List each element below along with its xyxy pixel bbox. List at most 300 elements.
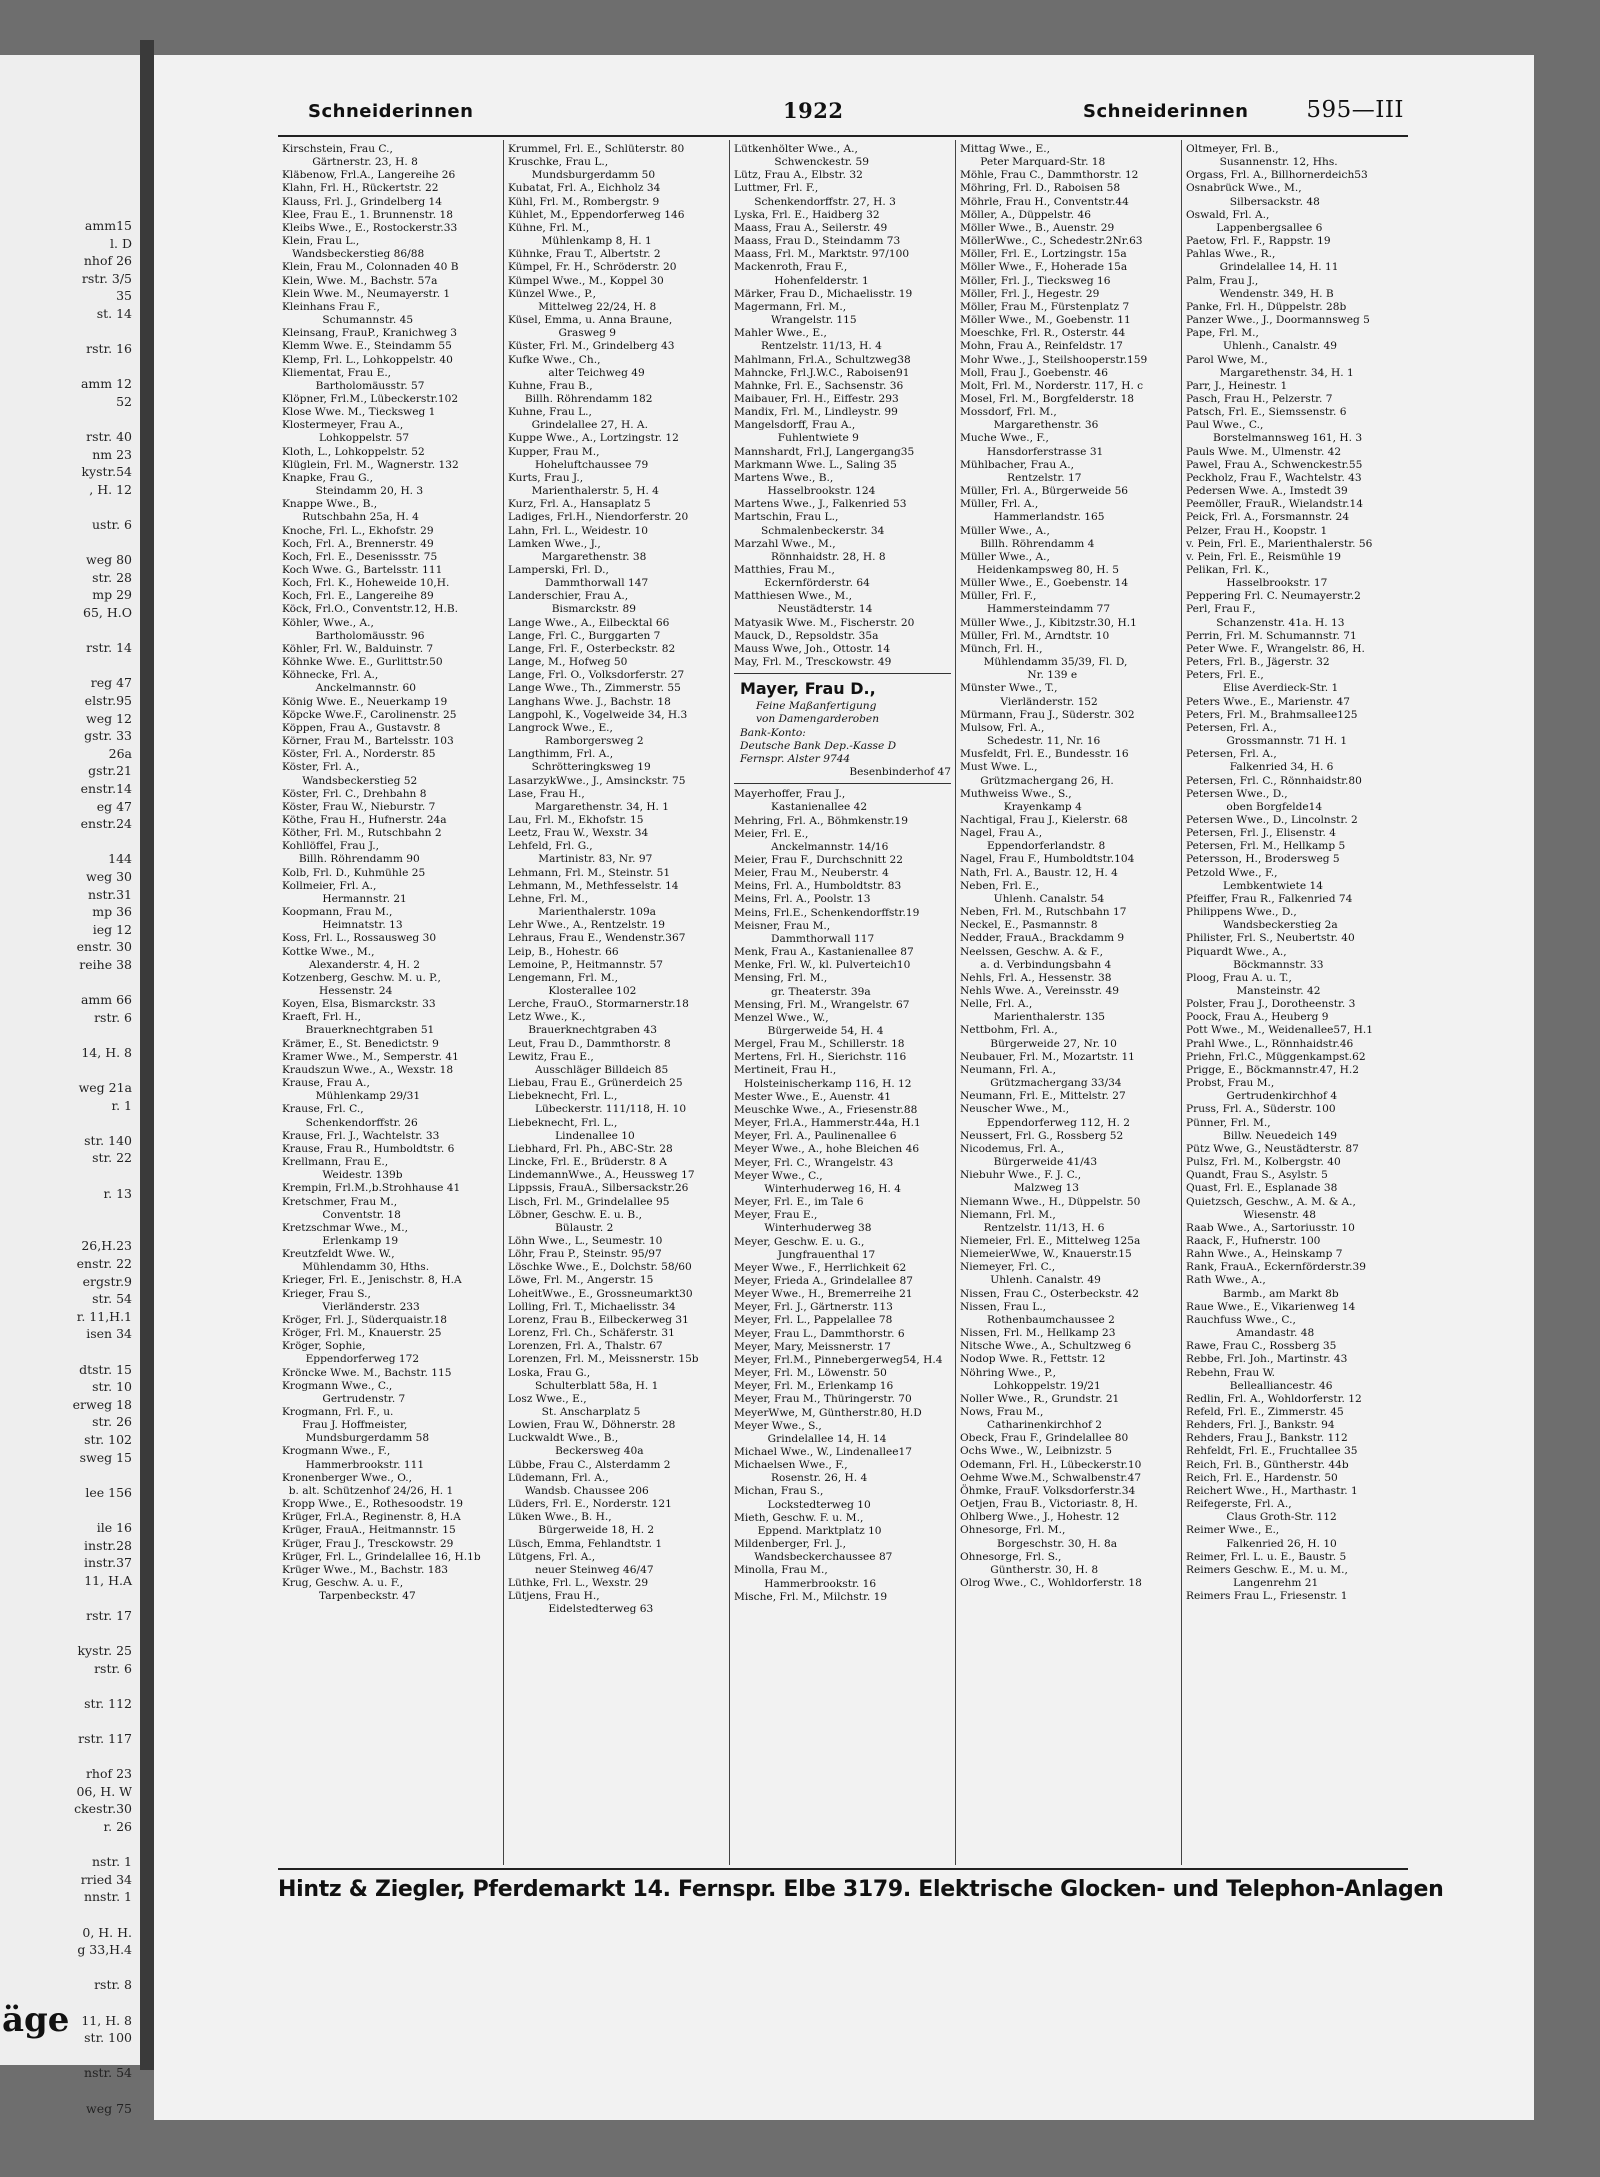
directory-entry-line: Moll, Frau J., Goebenstr. 46 <box>960 366 1108 379</box>
previous-page-line <box>0 622 140 640</box>
directory-entry-line: Lorenzen, Frl. A., Thalstr. 67 <box>508 1340 663 1353</box>
directory-entry-line: NiemeierWwe, W., Knauerstr.15 <box>960 1248 1132 1261</box>
directory-entry-line: Eppendorferweg 112, H. 2 <box>960 1116 1130 1129</box>
directory-entry-line: Matthiesen Wwe., M., <box>734 590 852 603</box>
directory-entry-line: Schulterblatt 58a, H. 1 <box>508 1379 659 1392</box>
directory-entry-line: Alexanderstr. 4, H. 2 <box>282 958 420 971</box>
header-year: 1922 <box>783 98 844 123</box>
directory-entry-line: Reifegerste, Frl. A., <box>1186 1498 1292 1511</box>
directory-entry-line: Meyer, Frl. M., Löwenstr. 50 <box>734 1367 887 1380</box>
directory-entry-line: Menke, Frl. W., kl. Pulverteich10 <box>734 959 911 972</box>
directory-entry-line: Panke, Frl. H., Düppelstr. 28b <box>1186 300 1347 313</box>
directory-entry-line: Lewitz, Frau E., <box>508 1050 594 1063</box>
directory-entry-line: Rothenbaumchaussee 2 <box>960 1313 1115 1326</box>
directory-entry-line: Pauls Wwe. M., Ulmenstr. 42 <box>1186 445 1342 458</box>
directory-entry-line: Wrangelstr. 115 <box>734 314 857 327</box>
previous-page-line <box>0 1026 140 1044</box>
directory-entry-line: Kläbenow, Frl.A., Langereihe 26 <box>282 169 456 182</box>
directory-entry-line: Mittelweg 22/24, H. 8 <box>508 300 657 313</box>
previous-page-line <box>0 1343 140 1361</box>
directory-entry-line: Rönnhaidstr. 28, H. 8 <box>734 550 886 563</box>
directory-entry-line: Möller, Frl. J., Tiecksweg 16 <box>960 274 1111 287</box>
directory-entry-line: Knappe Wwe., B., <box>282 498 378 511</box>
previous-page-line: enstr. 30 <box>76 939 132 955</box>
directory-entry-line: Rehfeldt, Frl. E., Fruchtallee 35 <box>1186 1445 1358 1458</box>
previous-page-line: nstr. 1 <box>92 1854 132 1870</box>
directory-entry-line: Meier, Frl. E., <box>734 827 809 840</box>
previous-page-line: 11, H.A <box>84 1572 132 1588</box>
directory-entry-line: Reimer Wwe., E., <box>1186 1524 1280 1537</box>
directory-entry-line: Michaelsen Wwe., F., <box>734 1459 848 1472</box>
directory-entry-line: Pasch, Frau H., Pelzerstr. 7 <box>1186 392 1333 405</box>
directory-entry-line: Bartholomäusstr. 96 <box>282 629 425 642</box>
directory-entry-line: Amandastr. 48 <box>1186 1327 1315 1340</box>
directory-entry-line: Panzer Wwe., J., Doormannsweg 5 <box>1186 314 1370 327</box>
previous-page-line <box>0 499 140 517</box>
directory-entry-line: Gertrudenstr. 7 <box>282 1392 406 1405</box>
previous-page-line <box>0 411 140 429</box>
directory-entry-line: Lüders, Frl. E., Norderstr. 121 <box>508 1498 672 1511</box>
directory-entry-line: Meins, Frl. A., Humboldtstr. 83 <box>734 880 902 893</box>
directory-entry-line: Kuhne, Frau L., <box>508 406 592 419</box>
previous-page-line: ieg 12 <box>92 921 132 937</box>
previous-page-line: rhof 23 <box>85 1766 132 1782</box>
directory-entry-line: Lehfeld, Frl. G., <box>508 840 593 853</box>
directory-entry-line: Lange, Frl. O., Volksdorferstr. 27 <box>508 669 685 682</box>
page-number: 595—III <box>1306 97 1404 123</box>
directory-entry-line: Rauchfuss Wwe., C., <box>1186 1313 1296 1326</box>
directory-entry-line: Martschin, Frau L., <box>734 511 839 524</box>
directory-entry-line: Meyer, Frl. J., Gärtnerstr. 113 <box>734 1301 893 1314</box>
directory-entry-line: Meyer, Frl. C., Wrangelstr. 43 <box>734 1156 894 1169</box>
directory-entry-line: Neben, Frl. M., Rutschbahn 17 <box>960 906 1127 919</box>
directory-entry-line: Koopmann, Frau M., <box>282 906 393 919</box>
directory-entry-line: Raab Wwe., A., Sartoriusstr. 10 <box>1186 1221 1355 1234</box>
directory-entry-line: Petersen, Frl. A., <box>1186 721 1277 734</box>
directory-entry-line: Liebau, Frau E., Grünerdeich 25 <box>508 1077 683 1090</box>
directory-entry-line: Bürgerweide 18, H. 2 <box>508 1524 655 1537</box>
directory-entry-line: Petersen Wwe., D., <box>1186 787 1288 800</box>
previous-page-line <box>0 1906 140 1924</box>
directory-entry-line: Klostermeyer, Frau A., <box>282 419 404 432</box>
directory-entry-line: Rath Wwe., A., <box>1186 1274 1266 1287</box>
directory-entry-line: Künzel Wwe., P., <box>508 287 596 300</box>
directory-entry-line: Köpcke Wwe.F., Carolinenstr. 25 <box>282 708 457 721</box>
directory-entry-line: Meier, Frau F., Durchschnitt 22 <box>734 853 904 866</box>
directory-entry-line: Mühlenkamp 8, H. 1 <box>508 235 652 248</box>
directory-entry-line: Lorenzen, Frl. M., Meissnerstr. 15b <box>508 1353 699 1366</box>
directory-entry-line: Lorenz, Frl. Ch., Schäferstr. 31 <box>508 1327 675 1340</box>
directory-entry-line: Lüken Wwe., B. H., <box>508 1511 612 1524</box>
previous-page-line <box>0 1466 140 1484</box>
directory-entry-line: Kottke Wwe., M., <box>282 945 375 958</box>
directory-entry-line: Lolling, Frl. T., Michaelisstr. 34 <box>508 1300 676 1313</box>
previous-page-line: str. 28 <box>92 569 132 585</box>
header-right-title: Schneiderinnen <box>1083 101 1249 122</box>
directory-entry-line: Löwe, Frl. M., Angerstr. 15 <box>508 1274 654 1287</box>
directory-entry-line: Luttmer, Frl. F., <box>734 182 819 195</box>
directory-entry-line: Lehr Wwe., A., Rentzelstr. 19 <box>508 919 666 932</box>
directory-entry-line: Mehring, Frl. A., Böhmkenstr.19 <box>734 814 909 827</box>
directory-entry-line: Petersen, Frl. J., Elisenstr. 4 <box>1186 827 1336 840</box>
directory-entry-line: Meyer, Frl.M., Pinnebergerweg54, H.4 <box>734 1353 943 1366</box>
directory-entry-line: Lorenz, Frau B., Eilbeckerweg 31 <box>508 1313 689 1326</box>
directory-entry-line: oben Borgfelde14 <box>1186 800 1323 813</box>
book-gutter <box>140 40 154 2070</box>
previous-page-line: rstr. 3/5 <box>81 270 132 286</box>
directory-entry-line: Rentzelstr. 17 <box>960 471 1082 484</box>
directory-entry-line: Böckmannstr. 33 <box>1186 958 1324 971</box>
directory-entry-line: Borgeschstr. 30, H. 8a <box>960 1537 1118 1550</box>
directory-entry-line: Klemm Wwe. E., Steindamm 55 <box>282 340 452 353</box>
directory-entry-line: Meyer, Frieda A., Grindelallee 87 <box>734 1274 913 1287</box>
directory-entry-line: Krogmann Wwe., C., <box>282 1379 393 1392</box>
directory-entry-line: Köster, Frl. A., <box>282 761 360 774</box>
directory-entry-line: Meyer, Frau M., Thüringerstr. 70 <box>734 1393 912 1406</box>
directory-entry-line: Kloth, L., Lohkoppelstr. 52 <box>282 445 425 458</box>
directory-entry-line: Muche Wwe., F., <box>960 432 1049 445</box>
directory-entry-line: Pedersen Wwe. A., Imstedt 39 <box>1186 485 1348 498</box>
directory-entry-line: Niemann, Frl. M., <box>960 1208 1056 1221</box>
directory-entry-line: Martens Wwe., B., <box>734 471 834 484</box>
previous-page-line: dtstr. 15 <box>79 1361 132 1377</box>
directory-entry-line: Bürgerweide 54, H. 4 <box>734 1025 884 1037</box>
directory-entry-line: Dammthorwall 147 <box>508 577 649 590</box>
directory-entry-line: Nachtigal, Frau J., Kielerstr. 68 <box>960 813 1128 826</box>
directory-entry-line: Klauss, Frl. J., Grindelberg 14 <box>282 195 443 208</box>
directory-entry-line: Reimers Frau L., Friesenstr. 1 <box>1186 1590 1348 1603</box>
directory-entry-line: Winterhuderweg 16, H. 4 <box>734 1182 901 1195</box>
directory-entry-line: Dammthorwall 117 <box>734 932 875 945</box>
directory-entry-line: Kupper, Frau M., <box>508 445 600 458</box>
previous-page-line: 0, H. H. <box>82 1924 132 1940</box>
directory-entry-line: Quast, Frl. E., Esplanade 38 <box>1186 1182 1338 1195</box>
directory-entry-line: Meins, Frl.E., Schenkendorffstr.19 <box>734 906 920 919</box>
directory-entry-line: Niemeier, Frl. E., Mittelweg 125a <box>960 1234 1141 1247</box>
directory-entry-line: Krüger, Frau J., Tresckowstr. 29 <box>282 1537 454 1550</box>
previous-page-line: weg 30 <box>86 868 132 884</box>
directory-entry-line: Rahn Wwe., A., Heinskamp 7 <box>1186 1248 1343 1261</box>
directory-entry-line: Peemöller, FrauR., Wielandstr.14 <box>1186 498 1364 511</box>
directory-entry-line: Markmann Wwe. L., Saling 35 <box>734 458 897 471</box>
directory-entry-line: Krieger, Frau S., <box>282 1287 371 1300</box>
directory-entry-line: Gärtnerstr. 23, H. 8 <box>282 156 418 169</box>
directory-entry-line: Klein, Frau M., Colonnaden 40 B <box>282 261 459 274</box>
directory-entry-line: Klein, Wwe. M., Bachstr. 57a <box>282 274 438 287</box>
directory-entry-line: Koch, Frl. K., Hoheweide 10,H. <box>282 577 450 590</box>
header-left-title: Schneiderinnen <box>308 101 474 122</box>
directory-entry-line: Meyer, Frl.A., Hammerstr.44a, H.1 <box>734 1117 921 1130</box>
directory-entry-line: Lange, M., Hofweg 50 <box>508 656 628 669</box>
directory-entry-line: Schmalenbeckerstr. 34 <box>734 524 885 537</box>
directory-entry-line: Kümpel Wwe., M., Koppel 30 <box>508 274 664 287</box>
directory-entry-line: Nöhring Wwe., P., <box>960 1366 1056 1379</box>
advertisement-line: Deutsche Bank Dep.-Kasse D <box>740 739 897 752</box>
directory-entry-line: Wandsbeckerstieg 52 <box>282 774 418 787</box>
directory-entry-line: Köster, Frl. A., Norderstr. 85 <box>282 748 436 761</box>
directory-entry-line: Körner, Frau M., Bartelsstr. 103 <box>282 735 454 748</box>
previous-page-line: weg 12 <box>86 710 132 726</box>
directory-entry-line: Möller, Frl. J., Hegestr. 29 <box>960 287 1100 300</box>
directory-entry-line: Leut, Frau D., Dammthorstr. 8 <box>508 1037 671 1050</box>
directory-entry-line: Rebbe, Frl. Joh., Martinstr. 43 <box>1186 1353 1348 1366</box>
previous-page-line: g 33,H.4 <box>77 1942 132 1958</box>
directory-entry-line: Mackenroth, Frau F., <box>734 261 848 274</box>
directory-entry-line: Lippssis, FrauA., Silbersackstr.26 <box>508 1182 689 1195</box>
directory-entry-line: Langrock Wwe., E., <box>508 721 613 734</box>
directory-entry-line: Fuhlentwiete 9 <box>734 432 859 445</box>
directory-entry-line: Meyer Wwe., S., <box>734 1419 822 1432</box>
directory-entry-line: Mensing, Frl. M., Wrangelstr. 67 <box>734 998 910 1011</box>
directory-entry-line: Lamken Wwe., J., <box>508 537 601 550</box>
directory-entry-line: Kropp Wwe., E., Rothesoodstr. 19 <box>282 1498 463 1511</box>
directory-entry-line: Polster, Frau J., Dorotheenstr. 3 <box>1186 998 1356 1011</box>
directory-entry-line: Heidenkampsweg 80, H. 5 <box>960 564 1120 576</box>
directory-entry-line: Pott Wwe., M., Weidenallee57, H.1 <box>1186 1024 1373 1037</box>
directory-entry-line: Losz Wwe., E., <box>508 1392 587 1405</box>
directory-entry-line: Nath, Frl. A., Baustr. 12, H. 4 <box>960 866 1118 879</box>
directory-entry-line: Mergel, Frau M., Schillerstr. 18 <box>734 1038 905 1051</box>
advertisement-line: Besenbinderhof 47 <box>849 766 951 779</box>
directory-entry-line: Mester Wwe., E., Auenstr. 41 <box>734 1090 892 1103</box>
directory-entry-line: Meyer, Frl. M., Erlenkamp 16 <box>734 1380 894 1393</box>
directory-entry-line: Eckernförderstr. 64 <box>734 577 870 590</box>
footer-advertisement: Hintz & Ziegler, Pferdemarkt 14. Fernspr. Elbe 3179. Elektrische Glocken- und Telephon-Anlagen <box>278 1868 1408 1910</box>
directory-entry-line: Koch Wwe. G., Bartelsstr. 111 <box>282 564 443 576</box>
directory-entry-line: Klüglein, Frl. M., Wagnerstr. 132 <box>282 458 459 471</box>
directory-entry-line: Müller Wwe., A., <box>960 524 1050 537</box>
directory-entry-line: Matyasik Wwe. M., Fischerstr. 20 <box>734 616 915 629</box>
directory-entry-line: Kronenberger Wwe., O., <box>282 1471 412 1484</box>
directory-entry-line: Krempin, Frl.M.,b.Strohhause 41 <box>282 1182 461 1195</box>
directory-entry-line: May, Frl. M., Tresckowstr. 49 <box>734 656 892 669</box>
directory-entry-line: Barmb., am Markt 8b <box>1186 1287 1339 1300</box>
directory-entry-line: Bismarckstr. 89 <box>508 603 636 616</box>
directory-entry-line: Quandt, Frau S., Asylstr. 5 <box>1186 1169 1328 1182</box>
directory-entry-line: Lütgens, Frl. A., <box>508 1550 596 1563</box>
directory-entry-line: Müller, Frl. F., <box>960 590 1037 603</box>
previous-page-line: ckestr.30 <box>74 1801 132 1817</box>
directory-entry-line: Neustädterstr. 14 <box>734 603 873 616</box>
directory-entry-line: Petersen, Frl. M., Hellkamp 5 <box>1186 840 1346 853</box>
directory-entry-line: Lüthke, Frl. L., Wexstr. 29 <box>508 1577 649 1590</box>
directory-entry-line: Meyer, Frl. E., im Tale 6 <box>734 1196 864 1209</box>
directory-entry-line: Bartholomäusstr. 57 <box>282 379 425 392</box>
directory-entry-line: Menzel Wwe., W., <box>734 1011 829 1024</box>
directory-entry-line: Rutschbahn 25a, H. 4 <box>282 511 419 524</box>
directory-entry-line: Schenkendorffstr. 26 <box>282 1116 418 1129</box>
directory-entry-line: Mahler Wwe., E., <box>734 327 827 340</box>
directory-entry-line: Kröger, Frl. M., Knauerstr. 25 <box>282 1327 442 1340</box>
directory-entry-line: Mauck, D., Repsoldstr. 35a <box>734 629 879 642</box>
directory-entry-line: Mossdorf, Frl. M., <box>960 406 1057 419</box>
previous-page-line: nhof 26 <box>83 253 132 269</box>
directory-entry-line: Neckel, E., Pasmannstr. 8 <box>960 919 1098 932</box>
directory-entry-line: Möller Wwe., F., Hoherade 15a <box>960 261 1128 274</box>
directory-entry-line: Müller Wwe., A., <box>960 550 1050 563</box>
directory-entry-line: Mahlmann, Frl.A., Schultzweg38 <box>734 353 911 366</box>
directory-entry-line: Paul Wwe., C., <box>1186 419 1264 432</box>
directory-entry-line: Mittag Wwe., E., <box>960 143 1051 155</box>
directory-entry-line: Köhnke Wwe. E., Gurlittstr.50 <box>282 656 443 669</box>
directory-entry-line: Raack, F., Hufnerstr. 100 <box>1186 1234 1321 1247</box>
directory-entry-line: Kleinsang, FrauP., Kranichweg 3 <box>282 327 457 340</box>
directory-entry-line: Möller, Frau M., Fürstenplatz 7 <box>960 300 1130 313</box>
previous-page-line: , H. 12 <box>89 481 132 497</box>
previous-page-line <box>0 1202 140 1220</box>
directory-entry-line: Niemann Wwe., H., Düppelstr. 50 <box>960 1195 1141 1208</box>
previous-page-line: rstr. 8 <box>94 1977 132 1993</box>
directory-entry-line: Müller Wwe., E., Goebenstr. 14 <box>960 577 1129 590</box>
directory-entry-line: Lehne, Frl. M., <box>508 892 589 905</box>
directory-entry-line: Kirschstein, Frau C., <box>282 143 393 155</box>
previous-page-line: ergstr.9 <box>82 1273 132 1289</box>
directory-entry-line: Krause, Frau R., Humboldtstr. 6 <box>282 1142 455 1155</box>
directory-entry-line: Möller, A., Düppelstr. 46 <box>960 208 1092 221</box>
previous-page-line: r. 1 <box>111 1097 132 1113</box>
directory-entry-line: Margarethenstr. 34, H. 1 <box>508 800 670 813</box>
directory-entry-line: Petersen Wwe., D., Lincolnstr. 2 <box>1186 813 1358 826</box>
directory-entry-line: neuer Steinweg 46/47 <box>508 1563 654 1576</box>
directory-entry-line: Oehme Wwe.M., Schwalbenstr.47 <box>960 1471 1142 1484</box>
directory-entry-line: Osnabrück Wwe., M., <box>1186 182 1302 195</box>
directory-entry-line: Küsel, Emma, u. Anna Braune, <box>508 314 673 327</box>
previous-page-line <box>0 323 140 341</box>
directory-entry-line: Brauerknechtgraben 43 <box>508 1024 657 1037</box>
directory-entry-line: LindemannWwe., A., Heussweg 17 <box>508 1169 695 1182</box>
directory-entry-line: Paetow, Frl. F., Rappstr. 19 <box>1186 235 1331 248</box>
directory-entry-line: Leip, B., Hohestr. 66 <box>508 945 619 958</box>
directory-entry-line: Matthies, Frau M., <box>734 564 835 576</box>
directory-entry-line: Susannenstr. 12, Hhs. <box>1186 156 1338 169</box>
directory-entry-line: Lehraus, Frau E., Wendenstr.367 <box>508 932 686 945</box>
previous-page-line: rstr. 6 <box>94 1009 132 1025</box>
directory-entry-line: Maibauer, Frl. H., Eiffestr. 293 <box>734 392 899 405</box>
directory-entry-line: Poock, Frau A., Heuberg 9 <box>1186 1011 1329 1024</box>
directory-entry-line: Nissen, Frl. M., Hellkamp 23 <box>960 1327 1116 1340</box>
directory-entry-line: Nitsche Wwe., A., Schultzweg 6 <box>960 1340 1132 1353</box>
directory-entry-line: Meyer, Geschw. E. u. G., <box>734 1235 865 1248</box>
previous-page-line: 26a <box>108 745 132 761</box>
directory-entry-line: Mieth, Geschw. F. u. M., <box>734 1511 864 1524</box>
directory-entry-line: Koch, Frl. E., Desenissstr. 75 <box>282 550 438 563</box>
previous-page-line: str. 10 <box>92 1379 132 1395</box>
directory-entry-line: a. d. Verbindungsbahn 4 <box>960 958 1112 971</box>
directory-entry-line: Lockstedterweg 10 <box>734 1498 871 1511</box>
previous-page-line: ile 16 <box>96 1519 132 1535</box>
directory-entry-line: Möller, Frl. E., Lortzingstr. 15a <box>960 248 1127 261</box>
directory-entry-line: Peters Wwe., E., Marienstr. 47 <box>1186 695 1350 708</box>
directory-entry-line: Uhlenh. Canalstr. 49 <box>960 1274 1101 1287</box>
previous-page-line: weg 21a <box>78 1080 132 1096</box>
directory-entry-line: Ohnesorge, Frl. S., <box>960 1550 1062 1563</box>
directory-entry-line: Schrötteringksweg 19 <box>508 761 651 774</box>
directory-entry-line: Bülaustr. 2 <box>508 1221 614 1234</box>
previous-page-line: l. D <box>110 235 132 251</box>
directory-entry-line: Patsch, Frl. E., Siemssenstr. 6 <box>1186 406 1347 419</box>
directory-entry-line: Krayenkamp 4 <box>960 800 1082 813</box>
directory-entry-line: Oswald, Frl. A., <box>1186 208 1270 221</box>
directory-entry-line: Schedestr. 11, Nr. 16 <box>960 735 1101 748</box>
directory-entry-line: Lohkoppelstr. 19/21 <box>960 1379 1101 1392</box>
directory-entry-line: Klose Wwe. M., Tiecksweg 1 <box>282 406 436 419</box>
directory-entry-line: Kubatat, Frl. A., Eichholz 34 <box>508 182 661 195</box>
previous-page-line <box>0 1959 140 1977</box>
directory-entry-line: Palm, Frau J., <box>1186 274 1259 287</box>
directory-entry-line: Marzahl Wwe., M., <box>734 537 836 550</box>
directory-entry-line: Eppend. Marktplatz 10 <box>734 1524 882 1537</box>
directory-entry-line: Jungfrauenthal 17 <box>734 1248 876 1261</box>
directory-entry-line: Rebehn, Frau W. <box>1186 1366 1276 1379</box>
directory-entry-line: Ohnesorge, Frl. M., <box>960 1524 1066 1537</box>
directory-entry-line: Nagel, Frau A., <box>960 827 1043 840</box>
previous-page-line: 11, H. 8 <box>81 2012 132 2028</box>
directory-entry-line: Frau J. Hoffmeister, <box>282 1419 408 1432</box>
directory-entry-line: Lehmann, M., Methfesselstr. 14 <box>508 879 679 892</box>
previous-page-line <box>0 534 140 552</box>
previous-page-line: str. 112 <box>84 1695 132 1711</box>
directory-entry-line: Langthimm, Frl. A., <box>508 748 614 761</box>
directory-entry-line: Vierländerstr. 152 <box>960 695 1098 708</box>
directory-entry-line: Mertineit, Frau H., <box>734 1064 837 1077</box>
directory-entry-line: Lappenbergsallee 6 <box>1186 221 1323 234</box>
directory-entry-line: Prigge, E., Böckmannstr.47, H.2 <box>1186 1063 1360 1076</box>
previous-page-line: rstr. 40 <box>86 429 132 445</box>
directory-entry-line: Erlenkamp 19 <box>282 1234 399 1247</box>
directory-entry-line: Lütkenhölter Wwe., A., <box>734 143 858 155</box>
directory-entry-line: Kruschke, Frau L., <box>508 156 609 169</box>
directory-entry-line: Grützmachergang 33/34 <box>960 1077 1122 1090</box>
directory-entry-line: Mannshardt, Frl.J, Langergang35 <box>734 445 915 458</box>
directory-entry-line: Hoheluftchaussee 79 <box>508 458 649 471</box>
directory-entry-line: Neumann, Frl. E., Mittelstr. 27 <box>960 1090 1126 1103</box>
directory-entry-line: Krüger, FrauA., Heitmannstr. 15 <box>282 1524 456 1537</box>
directory-entry-line: Tarpenbeckstr. 47 <box>282 1590 416 1603</box>
previous-page-line: instr.28 <box>84 1537 132 1553</box>
directory-entry-line: Köster, Frl. C., Drehbahn 8 <box>282 787 427 800</box>
directory-entry-line: Uhlenh. Canalstr. 54 <box>960 892 1105 905</box>
directory-entry-line: Marienthalerstr. 109a <box>508 906 656 919</box>
directory-entry-line: Mürmann, Frau J., Süderstr. 302 <box>960 708 1135 721</box>
previous-page-line: ustr. 6 <box>92 517 132 533</box>
directory-entry-line: Billh. Röhrendamm 4 <box>960 537 1095 550</box>
directory-entry-line: Kümpel, Fr. H., Schröderstr. 20 <box>508 261 677 274</box>
directory-entry-line: Meyer Wwe., F., Herrlichkeit 62 <box>734 1261 907 1274</box>
directory-entry-line: Meisner, Frau M., <box>734 919 831 932</box>
directory-entry-line: Münster Wwe., T., <box>960 682 1058 695</box>
directory-column-5 <box>1182 140 1408 1865</box>
directory-entry-line: Peter Wwe. F., Wrangelstr. 86, H. <box>1186 642 1365 655</box>
previous-page-line <box>0 1167 140 1185</box>
directory-entry-line: Minolla, Frau M., <box>734 1564 828 1577</box>
directory-entry-line: Klosterallee 102 <box>508 985 637 997</box>
directory-entry-line: Billw. Neuedeich 149 <box>1186 1129 1337 1142</box>
directory-entry-line: Rosenstr. 26, H. 4 <box>734 1472 868 1485</box>
directory-entry-line: Krüger, Frl.A., Reginenstr. 8, H.A <box>282 1511 461 1524</box>
previous-page-line: 14, H. 8 <box>81 1044 132 1060</box>
directory-entry-line: Neubauer, Frl. M., Mozartstr. 11 <box>960 1050 1135 1063</box>
directory-entry-line: Eppendorferlandstr. 8 <box>960 840 1106 853</box>
directory-entry-line: Kröger, Frl. J., Süderquaistr.18 <box>282 1313 448 1326</box>
directory-entry-line: Schumannstr. 45 <box>282 314 414 327</box>
directory-entry-line: Nehls Wwe. A., Vereinsstr. 49 <box>960 985 1120 997</box>
directory-entry-line: Rehders, Frau J., Bankstr. 112 <box>1186 1432 1348 1445</box>
directory-entry-line: Niemeyer, Frl. C., <box>960 1261 1056 1274</box>
directory-entry-line: Bürgerweide 41/43 <box>960 1156 1098 1169</box>
directory-entry-line: Knapke, Frau G., <box>282 471 373 484</box>
directory-entry-line: Schwenckestr. 59 <box>734 156 870 169</box>
directory-entry-line: Peppering Frl. C. Neumayerstr.2 <box>1186 590 1361 603</box>
